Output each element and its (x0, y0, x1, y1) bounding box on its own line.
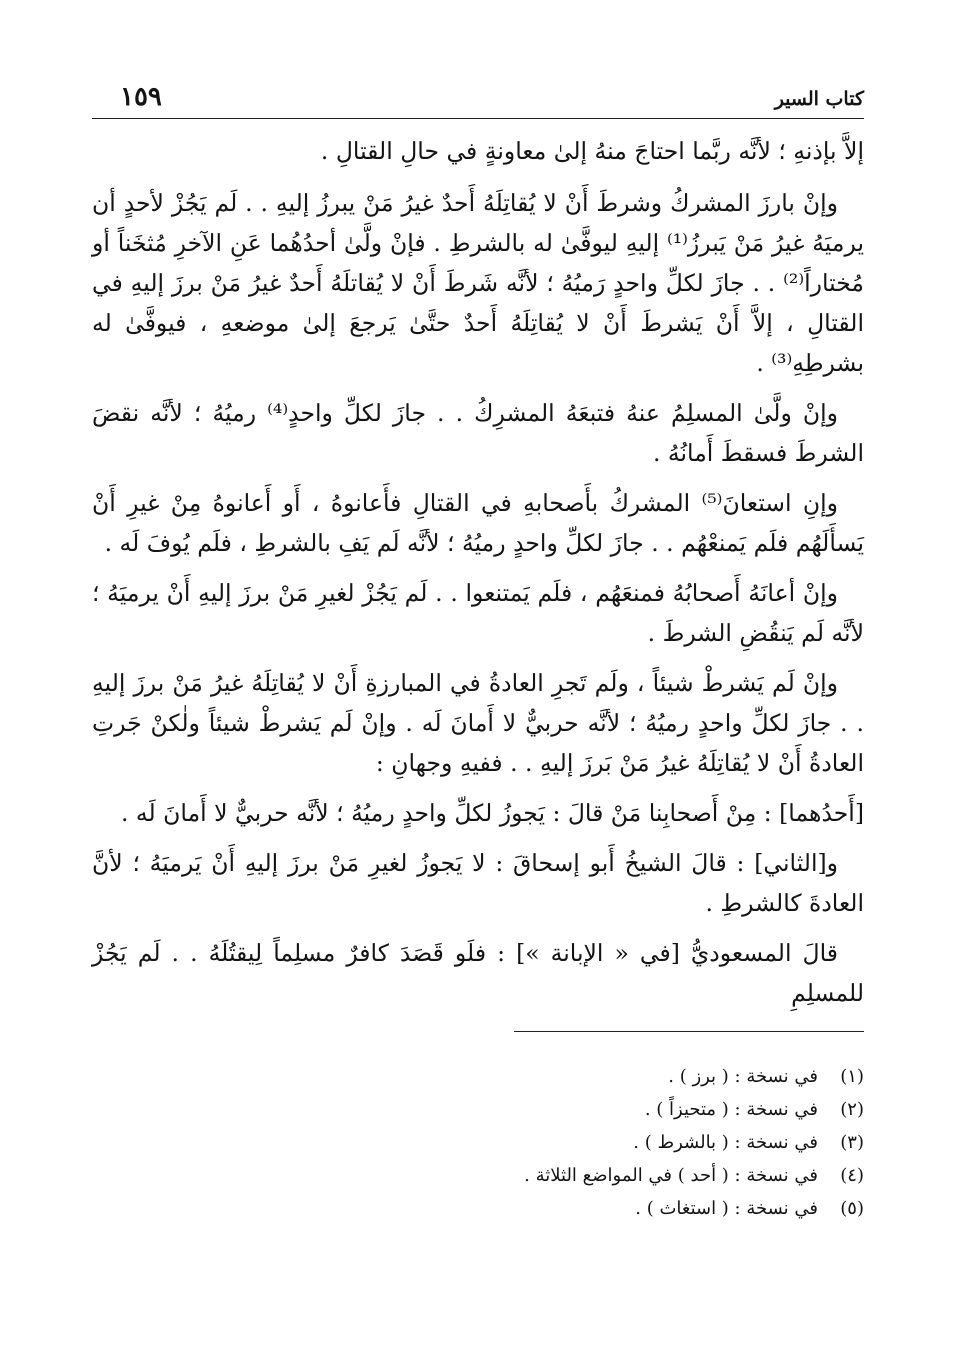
footnote-number: (٢) (840, 1099, 864, 1120)
running-title: كتاب السير (774, 88, 864, 110)
footnote (92, 1159, 864, 1192)
footnotes (92, 1060, 864, 1225)
paragraph: وإنْ أعانَهُ أَصحابُهُ فمنعَهُم ، فلَم يَمتنعوا . . لَم يَجُزْ لغيرِ مَنْ برزَ إليهِ أَنْ يرميَهُ ؛ لأنَّه لَم يَنقُضِ الشرطَ . (92, 579, 864, 647)
main-text (92, 131, 864, 1013)
paragraph: وإنْ ولَّىٰ المسلِمُ عنهُ فتبعَهُ المشرِكُ . . جازَ لكلِّ واحدٍ⁽⁴⁾ رميُهُ ؛ لأنَّه نقضَ الشرطَ فسقطَ أَمانُهُ . (92, 399, 864, 467)
footnote-text: في نسخة : ( بالشرط ) . (633, 1132, 818, 1153)
paragraph: وإنْ بارزَ المشركُ وشرطَ أَنْ لا يُقاتِلَهُ أَحدٌ غيرُ مَنْ يبرزُ إليهِ . . لَم يَجُزْ لأحدٍ أن يرميَهُ غيرُ مَنْ يَبرزُ⁽¹⁾ إليهِ ليوفَّىٰ له بالشرطِ . فإنْ ولَّىٰ أحدُهُما عَنِ الآخرِ مُثخَناً أو مُختاراً⁽²⁾ . . جازَ لكلِّ واحدٍ رَميُهُ ؛ لأنَّه شَرطَ أَنْ لا يُقاتلَهُ أَحدٌ غيرُ مَنْ برزَ إليهِ في القتالِ ، إلاَّ أَنْ يَشرطَ أَنْ لا يُقاتِلَهُ أَحدٌ حتَّىٰ يَرجعَ إلىٰ موضعهِ ، فيوفَّىٰ له بشرطِهِ⁽³⁾ . (92, 189, 864, 377)
paragraph: وإنِ استعانَ⁽⁵⁾ المشركُ بأَصحابهِ في القتالِ فأَعانوهُ ، أَو أَعانوهُ مِنْ غيرِ أَنْ يَسأَلَهُم فلَم يَمنعْهُم . . جازَ لكلِّ واحدٍ رميُهُ ؛ لأنَّه لَم يَفِ بالشرطِ ، فلَم يُوفَ لَه . (92, 489, 864, 557)
paragraph: قالَ المسعوديُّ [في « الإبانة »] : فلَو قَصَدَ كافرٌ مسلِماً لِيقتُلَهُ . . لَم يَجُزْ للمسلِمِ (92, 939, 864, 1007)
footnote (92, 1060, 864, 1093)
footnote-text: في نسخة : ( أحد ) في المواضع الثلاثة . (524, 1165, 818, 1186)
page-header (92, 80, 864, 119)
paragraph: و[الثاني] : قالَ الشيخُ أَبو إسحاقَ : لا يَجوزُ لغيرِ مَنْ برزَ إليهِ أَنْ يَرميَهُ ؛ لأنَّ العادةَ كالشرطِ . (92, 849, 864, 917)
footnote-text: في نسخة : ( متحيزاً ) . (644, 1099, 818, 1120)
paragraph: إلاَّ بإذنهِ ؛ لأنَّه ربَّما احتاجَ منهُ إلىٰ معاونةٍ في حالِ القتالِ . (320, 137, 864, 165)
footnote (92, 1126, 864, 1159)
footnote-text: في نسخة : ( برز ) . (668, 1066, 818, 1087)
footnote-number: (٤) (840, 1165, 864, 1186)
book-page (92, 80, 864, 1225)
footnote (92, 1093, 864, 1126)
footnote-divider (514, 1031, 864, 1032)
footnote-number: (٥) (840, 1198, 864, 1219)
footnote (92, 1192, 864, 1225)
page-number: ١٥٩ (120, 82, 162, 112)
footnote-number: (٣) (840, 1132, 864, 1153)
paragraph: [أَحدُهما] : مِنْ أَصحابِنا مَنْ قالَ : يَجوزُ لكلِّ واحدٍ رميُهُ ؛ لأنَّه حربيٌّ لا أَمانَ لَه . (120, 799, 864, 827)
footnote-number: (١) (840, 1066, 864, 1087)
paragraph: وإنْ لَم يَشرطْ شيئاً ، ولَم تَجرِ العادةُ في المبارزةِ أَنْ لا يُقاتِلَهُ غيرُ مَنْ برزَ إليهِ . . جازَ لكلِّ واحدٍ رميُهُ ؛ لأنَّه حربيٌّ لا أَمانَ لَه . وإنْ لَم يَشرطْ شيئاً ولٰكنْ جَرتِ العادةُ أَنْ لا يُقاتِلَهُ غيرُ مَنْ بَرزَ إليهِ . . ففيهِ وجهانِ : (92, 669, 864, 777)
footnote-text: في نسخة : ( استغاث ) . (635, 1198, 818, 1219)
